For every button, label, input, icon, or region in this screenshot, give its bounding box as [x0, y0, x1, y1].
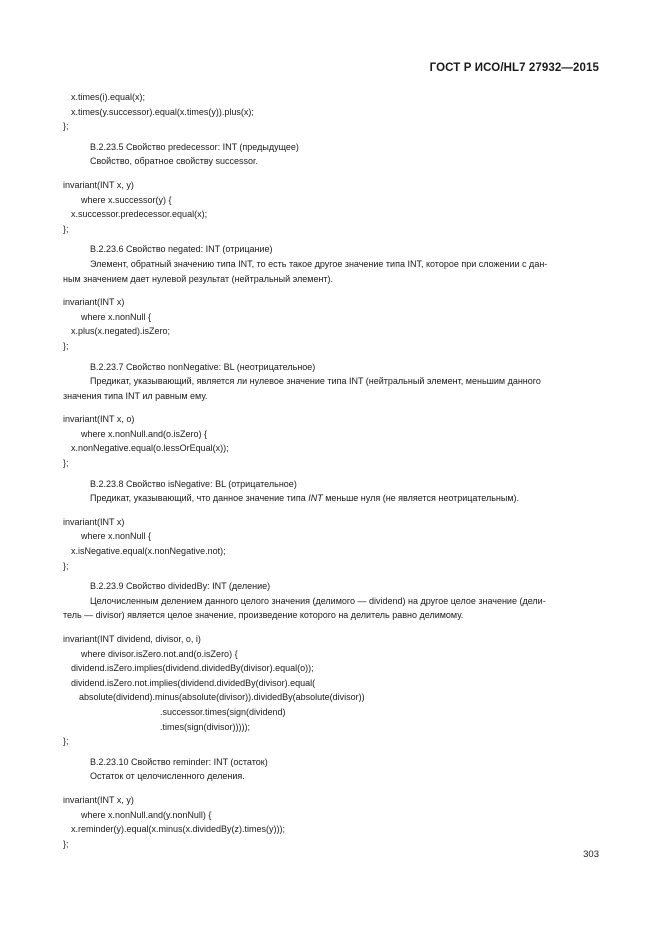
section-description-cont: ным значением дает нулевой результат (нейтральный элемент).: [63, 273, 334, 284]
desc-emphasis: INT: [308, 493, 323, 504]
code-line: dividend.isZero.not.implies(dividend.dividedBy(divisor).equal(: [71, 677, 316, 688]
code-line: where x.nonNull.and(y.nonNull) {: [81, 809, 212, 820]
code-line: absolute(dividend).minus(absolute(divisor)).dividedBy(absolute(divisor)): [79, 692, 365, 703]
code-line: x.isNegative.equal(x.nonNegative.not);: [71, 546, 226, 557]
code-line: };: [63, 838, 69, 849]
code-line: .times(sign(divisor)))));: [160, 721, 250, 732]
section-isnegative: [63, 477, 599, 506]
section-title: B.2.23.9 Свойство dividedBy: INT (деление): [90, 581, 271, 592]
section-description: Предикат, указывающий, является ли нулевое значение типа INT (нейтральный элемент, меньшим данного: [90, 376, 541, 387]
code-line: };: [63, 736, 69, 747]
code-line: where x.nonNull.and(o.isZero) {: [81, 428, 208, 439]
section-description: [63, 491, 599, 506]
code-line: invariant(INT x, o): [63, 414, 135, 425]
section-title: B.2.23.6 Свойство negated: INT (отрицание): [90, 244, 273, 255]
code-line: };: [63, 458, 69, 469]
code-line: where x.nonNull {: [81, 311, 152, 322]
code-line: x.successor.predecessor.equal(x);: [71, 209, 208, 220]
desc-part: меньше нуля (не является неотрицательным).: [322, 493, 520, 504]
code-line: };: [63, 121, 69, 132]
section-reminder: [63, 755, 599, 784]
code-line: };: [63, 560, 69, 571]
section-description: Свойство, обратное свойству successor.: [90, 156, 259, 167]
section-negated: [63, 242, 599, 286]
code-line: invariant(INT x): [63, 516, 125, 527]
code-line: x.nonNegative.equal(o.lessOrEqual(x));: [71, 443, 229, 454]
code-line: x.reminder(y).equal(x.minus(x.dividedBy(z).times(y)));: [71, 824, 286, 835]
code-line: invariant(INT x, y): [63, 179, 134, 190]
page-number: 303: [583, 849, 599, 860]
code-line: where x.nonNull {: [81, 531, 152, 542]
section-nonnegative: [63, 360, 599, 404]
code-line: where x.successor(y) {: [81, 194, 172, 205]
code-line: };: [63, 340, 69, 351]
code-line: invariant(INT x, y): [63, 794, 134, 805]
section-title: B.2.23.8 Свойство isNegative: BL (отрицательное): [90, 478, 297, 489]
section-description-cont: значения типа INT ил равным ему.: [63, 390, 208, 401]
section-dividedby: [63, 579, 599, 623]
code-line: dividend.isZero.implies(dividend.dividedBy(divisor).equal(o));: [71, 663, 314, 674]
section-title: B.2.23.10 Свойство reminder: INT (остаток): [90, 756, 268, 767]
section-description: Остаток от целочисленного деления.: [90, 771, 245, 782]
section-description: Элемент, обратный значению типа INT, то есть такое другое значение типа INT, которое при сложении с дан-: [90, 258, 548, 269]
code-line: invariant(INT dividend, divisor, o, i): [63, 634, 201, 644]
desc-part: Предикат, указывающий, что данное значение типа: [90, 493, 309, 504]
code-line: where divisor.isZero.not.and(o.isZero) {: [81, 648, 238, 659]
document-content: [63, 90, 599, 851]
section-title: B.2.23.7 Свойство nonNegative: BL (неотрицательное): [90, 361, 316, 372]
code-line: x.plus(x.negated).isZero;: [71, 326, 171, 337]
code-line: invariant(INT x): [63, 297, 125, 308]
code-line: x.times(y.successor).equal(x.times(y)).plus(x);: [71, 106, 254, 117]
section-description-cont: тель — divisor) является целое значение, произведение которого на делитель равно делимому.: [63, 610, 464, 621]
code-line: x.times(i).equal(x);: [71, 92, 146, 102]
code-line: };: [63, 223, 69, 234]
section-title: B.2.23.5 Свойство predecessor: INT (предыдущее): [90, 141, 299, 152]
standard-header: ГОСТ Р ИСО/HL7 27932—2015: [429, 62, 599, 74]
section-description: Целочисленным делением данного целого значения (делимого — dividend) на другое целое значение (дели-: [90, 595, 546, 606]
code-line: .successor.times(sign(dividend): [160, 706, 286, 717]
section-predecessor: [63, 140, 599, 169]
